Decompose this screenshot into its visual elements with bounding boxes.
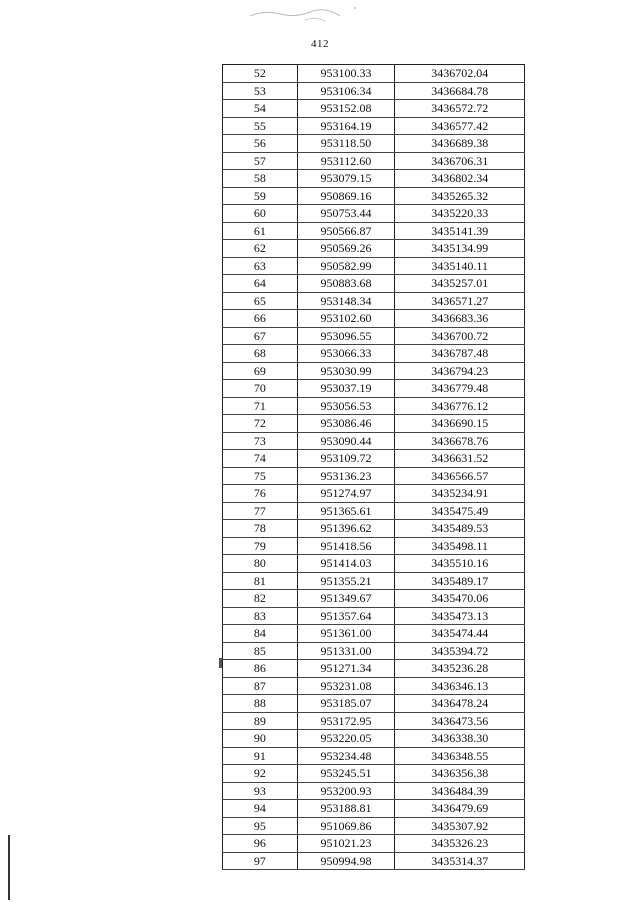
x-coordinate-cell: 953090.44 <box>297 432 395 450</box>
y-coordinate-cell: 3436678.76 <box>395 432 525 450</box>
point-number-cell: 74 <box>223 450 298 468</box>
x-coordinate-cell: 953152.08 <box>297 100 395 118</box>
table-row <box>223 485 525 503</box>
coordinates-table <box>222 64 525 870</box>
point-number-cell: 72 <box>223 415 298 433</box>
point-number-cell: 75 <box>223 467 298 485</box>
y-coordinate-cell: 3436689.38 <box>395 135 525 153</box>
table-row <box>223 520 525 538</box>
point-number-cell: 56 <box>223 135 298 153</box>
point-number-cell: 59 <box>223 187 298 205</box>
table-row <box>223 782 525 800</box>
x-coordinate-cell: 953188.81 <box>297 800 395 818</box>
x-coordinate-cell: 953220.05 <box>297 730 395 748</box>
table-row <box>223 187 525 205</box>
table-row <box>223 240 525 258</box>
x-coordinate-cell: 951069.86 <box>297 817 395 835</box>
point-number-cell: 94 <box>223 800 298 818</box>
x-coordinate-cell: 953234.48 <box>297 747 395 765</box>
x-coordinate-cell: 953231.08 <box>297 677 395 695</box>
x-coordinate-cell: 951365.61 <box>297 502 395 520</box>
table-row <box>223 607 525 625</box>
table-row <box>223 695 525 713</box>
point-number-cell: 91 <box>223 747 298 765</box>
table-row <box>223 467 525 485</box>
table-row <box>223 502 525 520</box>
x-coordinate-cell: 953148.34 <box>297 292 395 310</box>
y-coordinate-cell: 3436787.48 <box>395 345 525 363</box>
y-coordinate-cell: 3436690.15 <box>395 415 525 433</box>
y-coordinate-cell: 3435141.39 <box>395 222 525 240</box>
point-number-cell: 69 <box>223 362 298 380</box>
table-row <box>223 765 525 783</box>
table-row <box>223 660 525 678</box>
point-number-cell: 88 <box>223 695 298 713</box>
x-coordinate-cell: 953245.51 <box>297 765 395 783</box>
table-row <box>223 415 525 433</box>
point-number-cell: 87 <box>223 677 298 695</box>
y-coordinate-cell: 3436572.72 <box>395 100 525 118</box>
table-row <box>223 135 525 153</box>
point-number-cell: 53 <box>223 82 298 100</box>
x-coordinate-cell: 953030.99 <box>297 362 395 380</box>
x-coordinate-cell: 950994.98 <box>297 852 395 870</box>
y-coordinate-cell: 3435234.91 <box>395 485 525 503</box>
point-number-cell: 63 <box>223 257 298 275</box>
table-row <box>223 572 525 590</box>
x-coordinate-cell: 953109.72 <box>297 450 395 468</box>
table-row <box>223 642 525 660</box>
y-coordinate-cell: 3435489.17 <box>395 572 525 590</box>
point-number-cell: 92 <box>223 765 298 783</box>
y-coordinate-cell: 3435236.28 <box>395 660 525 678</box>
y-coordinate-cell: 3435474.44 <box>395 625 525 643</box>
table-row <box>223 152 525 170</box>
point-number-cell: 66 <box>223 310 298 328</box>
y-coordinate-cell: 3436338.30 <box>395 730 525 748</box>
y-coordinate-cell: 3436356.38 <box>395 765 525 783</box>
point-number-cell: 96 <box>223 835 298 853</box>
x-coordinate-cell: 951355.21 <box>297 572 395 590</box>
x-coordinate-cell: 953066.33 <box>297 345 395 363</box>
y-coordinate-cell: 3436346.13 <box>395 677 525 695</box>
table-row <box>223 712 525 730</box>
y-coordinate-cell: 3436348.55 <box>395 747 525 765</box>
table-row <box>223 170 525 188</box>
x-coordinate-cell: 953100.33 <box>297 65 395 83</box>
point-number-cell: 52 <box>223 65 298 83</box>
x-coordinate-cell: 950582.99 <box>297 257 395 275</box>
point-number-cell: 54 <box>223 100 298 118</box>
y-coordinate-cell: 3435510.16 <box>395 555 525 573</box>
x-coordinate-cell: 953164.19 <box>297 117 395 135</box>
y-coordinate-cell: 3435140.11 <box>395 257 525 275</box>
x-coordinate-cell: 953136.23 <box>297 467 395 485</box>
x-coordinate-cell: 951271.34 <box>297 660 395 678</box>
table-row <box>223 100 525 118</box>
point-number-cell: 61 <box>223 222 298 240</box>
scan-edge-line <box>8 835 10 900</box>
x-coordinate-cell: 953037.19 <box>297 380 395 398</box>
x-coordinate-cell: 951331.00 <box>297 642 395 660</box>
y-coordinate-cell: 3436577.42 <box>395 117 525 135</box>
y-coordinate-cell: 3436776.12 <box>395 397 525 415</box>
x-coordinate-cell: 953079.15 <box>297 170 395 188</box>
x-coordinate-cell: 951021.23 <box>297 835 395 853</box>
page-number: 412 <box>311 38 329 50</box>
table-row <box>223 275 525 293</box>
table-row <box>223 327 525 345</box>
x-coordinate-cell: 953106.34 <box>297 82 395 100</box>
x-coordinate-cell: 950566.87 <box>297 222 395 240</box>
table-row <box>223 65 525 83</box>
x-coordinate-cell: 951396.62 <box>297 520 395 538</box>
point-number-cell: 55 <box>223 117 298 135</box>
point-number-cell: 93 <box>223 782 298 800</box>
y-coordinate-cell: 3436794.23 <box>395 362 525 380</box>
x-coordinate-cell: 953096.55 <box>297 327 395 345</box>
y-coordinate-cell: 3436683.36 <box>395 310 525 328</box>
point-number-cell: 89 <box>223 712 298 730</box>
table-row <box>223 345 525 363</box>
point-number-cell: 85 <box>223 642 298 660</box>
y-coordinate-cell: 3436700.72 <box>395 327 525 345</box>
point-number-cell: 64 <box>223 275 298 293</box>
table-row <box>223 677 525 695</box>
y-coordinate-cell: 3436631.52 <box>395 450 525 468</box>
table-row <box>223 800 525 818</box>
x-coordinate-cell: 951361.00 <box>297 625 395 643</box>
y-coordinate-cell: 3436473.56 <box>395 712 525 730</box>
x-coordinate-cell: 950753.44 <box>297 205 395 223</box>
table-row <box>223 852 525 870</box>
table-row <box>223 82 525 100</box>
point-number-cell: 57 <box>223 152 298 170</box>
table-row <box>223 380 525 398</box>
point-number-cell: 71 <box>223 397 298 415</box>
y-coordinate-cell: 3435394.72 <box>395 642 525 660</box>
x-coordinate-cell: 953112.60 <box>297 152 395 170</box>
point-number-cell: 77 <box>223 502 298 520</box>
x-coordinate-cell: 950883.68 <box>297 275 395 293</box>
point-number-cell: 90 <box>223 730 298 748</box>
point-number-cell: 60 <box>223 205 298 223</box>
y-coordinate-cell: 3436802.34 <box>395 170 525 188</box>
point-number-cell: 65 <box>223 292 298 310</box>
point-number-cell: 83 <box>223 607 298 625</box>
x-coordinate-cell: 953172.95 <box>297 712 395 730</box>
table-row <box>223 310 525 328</box>
table-row <box>223 537 525 555</box>
y-coordinate-cell: 3436484.39 <box>395 782 525 800</box>
y-coordinate-cell: 3436779.48 <box>395 380 525 398</box>
table-row <box>223 397 525 415</box>
y-coordinate-cell: 3435257.01 <box>395 275 525 293</box>
point-number-cell: 73 <box>223 432 298 450</box>
y-coordinate-cell: 3436478.24 <box>395 695 525 713</box>
y-coordinate-cell: 3436566.57 <box>395 467 525 485</box>
x-coordinate-cell: 951274.97 <box>297 485 395 503</box>
point-number-cell: 80 <box>223 555 298 573</box>
point-number-cell: 81 <box>223 572 298 590</box>
x-coordinate-cell: 951418.56 <box>297 537 395 555</box>
point-number-cell: 62 <box>223 240 298 258</box>
point-number-cell: 68 <box>223 345 298 363</box>
point-number-cell: 95 <box>223 817 298 835</box>
x-coordinate-cell: 951357.64 <box>297 607 395 625</box>
x-coordinate-cell: 951414.03 <box>297 555 395 573</box>
table-row <box>223 432 525 450</box>
y-coordinate-cell: 3436571.27 <box>395 292 525 310</box>
table-row <box>223 362 525 380</box>
x-coordinate-cell: 953086.46 <box>297 415 395 433</box>
point-number-cell: 84 <box>223 625 298 643</box>
point-number-cell: 97 <box>223 852 298 870</box>
point-number-cell: 86 <box>223 660 298 678</box>
y-coordinate-cell: 3435220.33 <box>395 205 525 223</box>
table-row <box>223 555 525 573</box>
y-coordinate-cell: 3435473.13 <box>395 607 525 625</box>
y-coordinate-cell: 3435475.49 <box>395 502 525 520</box>
point-number-cell: 67 <box>223 327 298 345</box>
point-number-cell: 58 <box>223 170 298 188</box>
scan-smudge-mark <box>245 2 365 24</box>
coordinates-table-body <box>223 65 525 870</box>
x-coordinate-cell: 953185.07 <box>297 695 395 713</box>
table-row <box>223 730 525 748</box>
point-number-cell: 78 <box>223 520 298 538</box>
y-coordinate-cell: 3435470.06 <box>395 590 525 608</box>
table-row <box>223 625 525 643</box>
y-coordinate-cell: 3436706.31 <box>395 152 525 170</box>
point-number-cell: 82 <box>223 590 298 608</box>
y-coordinate-cell: 3435307.92 <box>395 817 525 835</box>
x-coordinate-cell: 950569.26 <box>297 240 395 258</box>
table-row <box>223 817 525 835</box>
table-row <box>223 117 525 135</box>
table-row <box>223 835 525 853</box>
y-coordinate-cell: 3435265.32 <box>395 187 525 205</box>
y-coordinate-cell: 3436702.04 <box>395 65 525 83</box>
scan-edge-mark <box>219 658 222 668</box>
y-coordinate-cell: 3435498.11 <box>395 537 525 555</box>
point-number-cell: 70 <box>223 380 298 398</box>
table-row <box>223 257 525 275</box>
x-coordinate-cell: 953056.53 <box>297 397 395 415</box>
y-coordinate-cell: 3436479.69 <box>395 800 525 818</box>
table-row <box>223 292 525 310</box>
table-row <box>223 205 525 223</box>
x-coordinate-cell: 953200.93 <box>297 782 395 800</box>
table-row <box>223 450 525 468</box>
y-coordinate-cell: 3435489.53 <box>395 520 525 538</box>
table-row <box>223 590 525 608</box>
y-coordinate-cell: 3435326.23 <box>395 835 525 853</box>
y-coordinate-cell: 3435134.99 <box>395 240 525 258</box>
x-coordinate-cell: 953102.60 <box>297 310 395 328</box>
table-row <box>223 747 525 765</box>
y-coordinate-cell: 3435314.37 <box>395 852 525 870</box>
point-number-cell: 79 <box>223 537 298 555</box>
x-coordinate-cell: 953118.50 <box>297 135 395 153</box>
table-row <box>223 222 525 240</box>
x-coordinate-cell: 950869.16 <box>297 187 395 205</box>
x-coordinate-cell: 951349.67 <box>297 590 395 608</box>
y-coordinate-cell: 3436684.78 <box>395 82 525 100</box>
point-number-cell: 76 <box>223 485 298 503</box>
